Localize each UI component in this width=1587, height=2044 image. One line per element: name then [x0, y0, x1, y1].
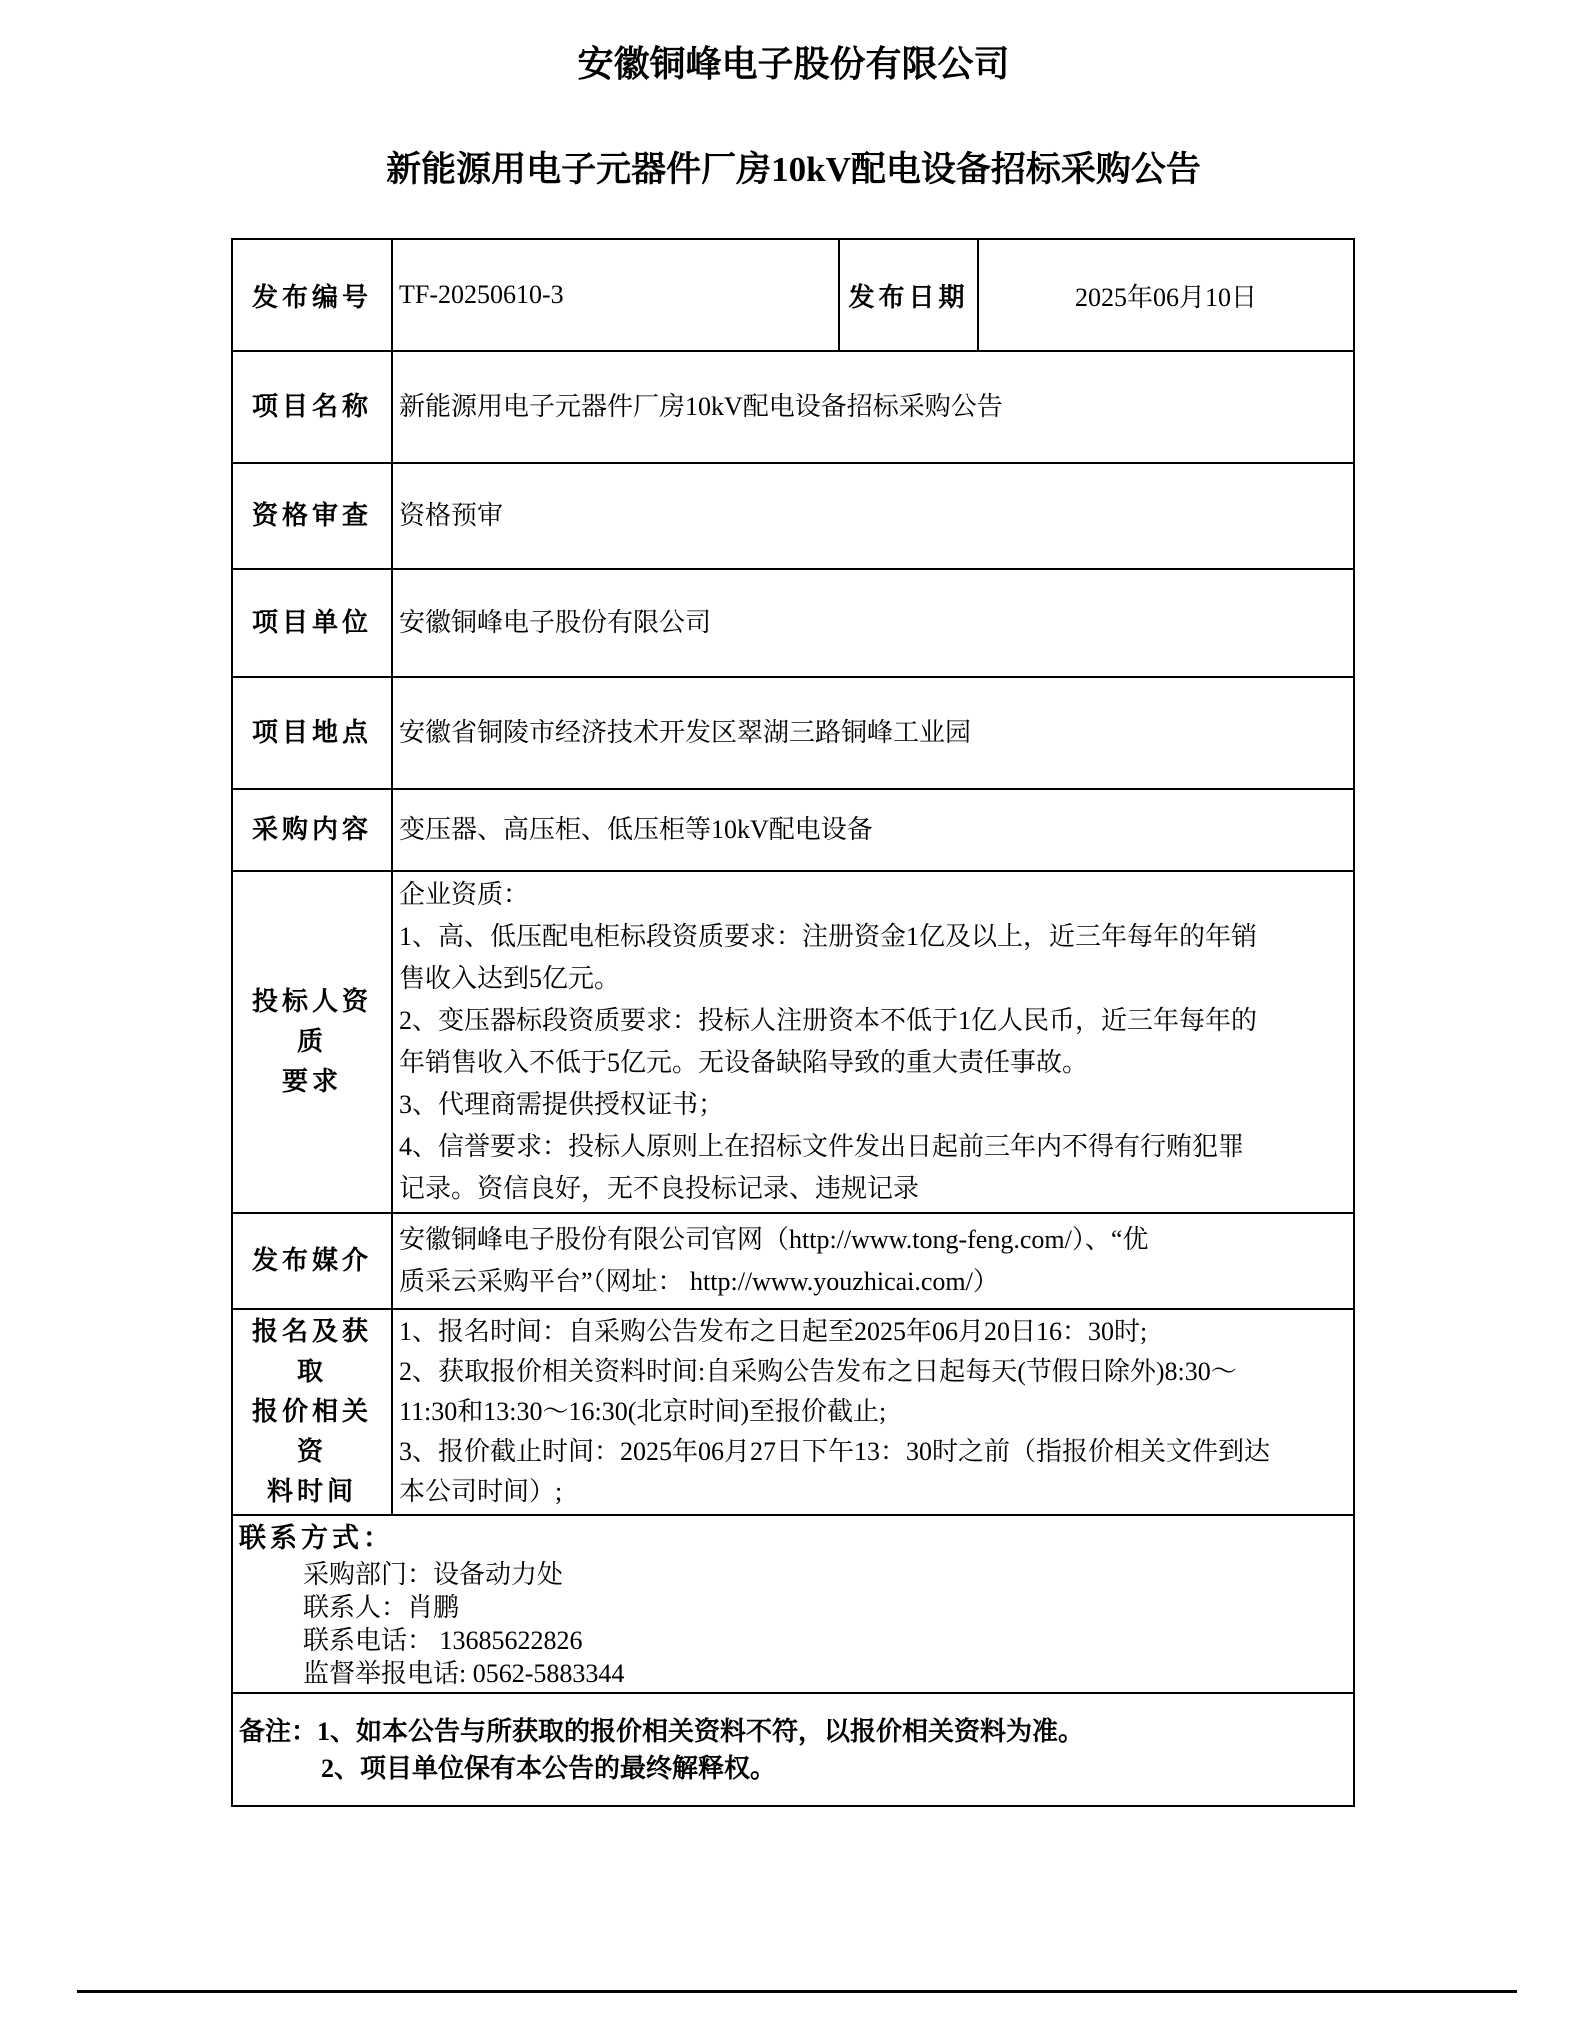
table-row-remark-10	[232, 1693, 1354, 1806]
row-8-content-line: 1、报名时间：自采购公告发布之日起至2025年06月20日16：30时;	[399, 1317, 1148, 1346]
row-8-label-line: 报价相关资	[251, 1397, 372, 1466]
row-3-label-line: 项目单位	[251, 608, 372, 637]
row-8-content-line: 3、报价截止时间：2025年06月27日下午13：30时之前（指报价相关文件到达	[399, 1437, 1271, 1466]
row-8-label	[232, 1309, 392, 1515]
row-8-content-line: 2、获取报价相关资料时间:自采购公告发布之日起每天(节假日除外)8:30～	[399, 1357, 1237, 1386]
table-row-labeled-2	[232, 463, 1354, 569]
row-0-label-0: 发布编号	[232, 239, 392, 351]
table-row-labeled-6	[232, 871, 1354, 1213]
row-0-value-1: TF-20250610-3	[392, 239, 839, 351]
row-5-label-line: 采购内容	[251, 815, 372, 844]
row-4-label	[232, 677, 392, 789]
row-5-label	[232, 789, 392, 871]
row-2-content	[392, 463, 1354, 569]
row-8-label-line: 料时间	[266, 1477, 357, 1506]
row-2-content-line: 资格预审	[399, 501, 504, 530]
row-6-content-line: 1、高、低压配电柜标段资质要求：注册资金1亿及以上，近三年每年的年销	[399, 922, 1258, 951]
row-8-content	[392, 1309, 1354, 1515]
row-1-label-line: 项目名称	[251, 392, 372, 421]
row-6-content-line: 记录。资信良好，无不良投标记录、违规记录	[399, 1174, 920, 1203]
remark-cell	[232, 1693, 1354, 1806]
contact-line-2: 联系电话： 13685622826	[303, 1626, 583, 1655]
row-6-content	[392, 871, 1354, 1213]
table-row-labeled-4	[232, 677, 1354, 789]
row-0-label-2: 发布日期	[839, 239, 978, 351]
announcement-table-body	[232, 239, 1354, 1806]
contact-line-1: 联系人：肖鹏	[303, 1593, 460, 1622]
table-row-labeled-5	[232, 789, 1354, 871]
footer-divider	[77, 1990, 1517, 1993]
row-7-content-line: 质采云采购平台”（网址： http://www.youzhicai.com/）	[399, 1267, 999, 1296]
table-row-labeled-3	[232, 569, 1354, 677]
row-6-content-line: 企业资质：	[399, 880, 530, 909]
row-1-content-line: 新能源用电子元器件厂房10kV配电设备招标采购公告	[399, 392, 1003, 421]
row-8-content-line: 11:30和13:30～16:30(北京时间)至报价截止;	[399, 1397, 887, 1426]
remark-line-0: 备注：1、如本公告与所获取的报价相关资料不符，以报价相关资料为准。	[239, 1716, 1085, 1746]
row-1-content	[392, 351, 1354, 463]
row-1-label	[232, 351, 392, 463]
row-6-label-line: 要求	[281, 1067, 342, 1096]
row-7-content	[392, 1213, 1354, 1309]
contact-cell	[232, 1515, 1354, 1693]
row-7-label	[232, 1213, 392, 1309]
row-8-label-line: 报名及获取	[251, 1317, 372, 1386]
row-7-content-line: 安徽铜峰电子股份有限公司官网（http://www.tong-feng.com/）、“优	[399, 1225, 1149, 1254]
row-5-content-line: 变压器、高压柜、低压柜等10kV配电设备	[399, 815, 873, 844]
row-4-content-line: 安徽省铜陵市经济技术开发区翠湖三路铜峰工业园	[399, 718, 972, 747]
row-3-content	[392, 569, 1354, 677]
row-7-label-line: 发布媒介	[251, 1246, 372, 1275]
row-6-label-line: 投标人资质	[251, 987, 372, 1056]
row-5-content	[392, 789, 1354, 871]
row-2-label-line: 资格审查	[251, 501, 372, 530]
row-6-content-line: 3、代理商需提供授权证书；	[399, 1090, 725, 1119]
row-4-content	[392, 677, 1354, 789]
announcement-table	[231, 238, 1355, 1807]
row-6-content-line: 4、信誉要求：投标人原则上在招标文件发出日起前三年内不得有行贿犯罪	[399, 1132, 1245, 1161]
row-6-content-line: 售收入达到5亿元。	[399, 964, 621, 993]
table-row-labeled-7	[232, 1213, 1354, 1309]
row-0-value-3: 2025年06月10日	[978, 239, 1354, 351]
table-row-labeled-1	[232, 351, 1354, 463]
contact-line-3: 监督举报电话: 0562-5883344	[303, 1659, 625, 1688]
remark-line-1: 2、项目单位保有本公告的最终解释权。	[321, 1753, 777, 1783]
row-3-label	[232, 569, 392, 677]
announcement-subtitle: 新能源用电子元器件厂房10kV配电设备招标采购公告	[386, 150, 1201, 189]
row-6-label	[232, 871, 392, 1213]
table-row-quad-0	[232, 239, 1354, 351]
row-8-content-line: 本公司时间）;	[399, 1477, 563, 1506]
contact-heading: 联系方式：	[239, 1523, 394, 1553]
table-row-labeled-8	[232, 1309, 1354, 1515]
row-4-label-line: 项目地点	[251, 718, 372, 747]
table-row-contact-9	[232, 1515, 1354, 1693]
page-title: 安徽铜峰电子股份有限公司	[577, 44, 1010, 84]
contact-line-0: 采购部门：设备动力处	[303, 1560, 564, 1589]
row-2-label	[232, 463, 392, 569]
row-6-content-line: 2、变压器标段资质要求：投标人注册资本不低于1亿人民币，近三年每年的	[399, 1006, 1258, 1035]
row-3-content-line: 安徽铜峰电子股份有限公司	[399, 608, 712, 637]
row-6-content-line: 年销售收入不低于5亿元。无设备缺陷导致的重大责任事故。	[399, 1048, 1089, 1077]
